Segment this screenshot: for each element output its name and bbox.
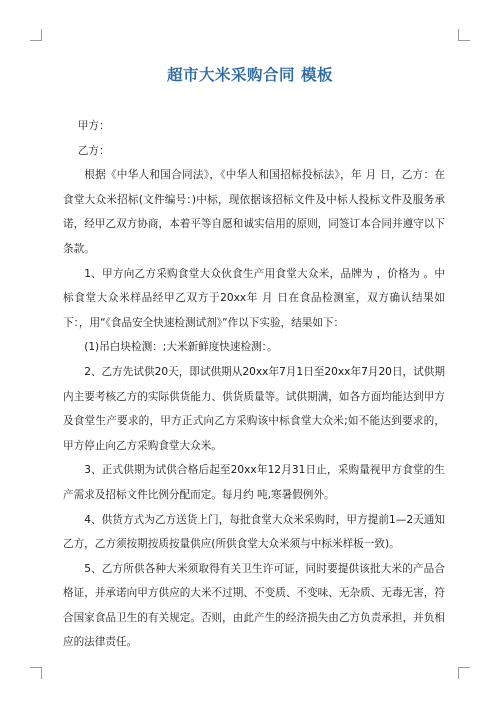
document-body bbox=[63, 114, 445, 655]
crop-mark bbox=[458, 667, 459, 679]
paragraph-clause-4: 4、供货方式为乙方送货上门，每批食堂大众米采购时，甲方提前1—2天通知乙方，乙方须按期按质按量供应(所供食堂大众米须与中标米样板一致)。 bbox=[63, 513, 445, 551]
party-a-line: 甲方： bbox=[77, 120, 110, 132]
crop-mark bbox=[458, 29, 459, 41]
party-b-line: 乙方： bbox=[77, 144, 110, 157]
paragraph-preamble: 根据《中华人和国合同法》，《中华人和国招标投标法》，年 月 日，乙方：在食堂大众米招标(文件编号：)中标，现依据该招标文件及中标人投标文件及服务承诺，经甲乙双方协商，本着平等自愿和诚实信用的原则，同签订本合同并遵守以下条款。 bbox=[63, 169, 445, 255]
paragraph-clause-3: 3、正式供期为试供合格后起至20xx年12月31日止，采购量视甲方食堂的生产需求及招标文件比例分配而定。每月约 吨,寒暑假例外。 bbox=[63, 464, 445, 501]
paragraph-clause-1: 1、甲方向乙方采购食堂大众伙食生产用食堂大众米，品牌为 ，价格为 。中标食堂大众米样品经甲乙双方于20xx年 月 日在食品检测室，双方确认结果如下：，用“《食品安全快速检测试剂》”作以下实验，结果如下： bbox=[63, 267, 445, 329]
paragraph-clause-5: 5、乙方所供各种大米须取得有关卫生许可证，同时要提供该批大米的产品合格证，并承诺向甲方供应的大米不过期、不变质、不变味、无杂质、无毒无害，符合国家食品卫生的有关规定。否则，由此产生的经济损失由乙方负责承担，并负相应的法律责任。 bbox=[63, 562, 445, 649]
paragraph-clause-1-test: (1)吊白块检测：;大米新鲜度快速检测：。 bbox=[84, 341, 278, 354]
document-title: 超市大米采购合同 模板 bbox=[167, 66, 333, 84]
crop-mark bbox=[41, 667, 42, 679]
paragraph-clause-2: 2、乙方先试供20天，即试供期从20xx年7月1日至20xx年7月20日，试供期内主要考核乙方的实际供货能力、供货质量等。试供期满，如各方面均能达到甲方及食堂生产要求的，甲方正式向乙方采购该中标食堂大众米;如不能达到要求的，甲方停止向乙方采购食堂大众米。 bbox=[63, 365, 445, 452]
crop-mark bbox=[458, 667, 470, 668]
crop-mark bbox=[458, 40, 470, 41]
crop-mark bbox=[41, 29, 42, 41]
